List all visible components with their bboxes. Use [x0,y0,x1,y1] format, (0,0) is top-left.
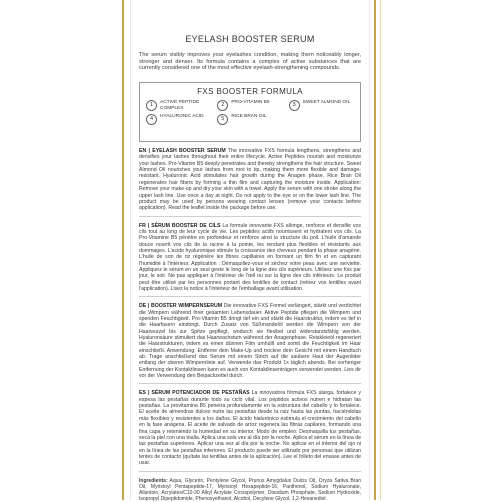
section-lead: FR | SÉRUM BOOSTER DE CILS [139,222,221,229]
section-lead: ES | SÉRUM POTENCIADOR DE PESTAÑAS [139,390,250,397]
gold-border-right-inner [380,0,381,500]
formula-item-label: ACTIVE PEPTIDE COMPLEX [160,100,200,111]
formula-grid [146,100,354,125]
gold-border-right [374,0,376,500]
product-title: EYELASH BOOSTER SERUM [185,34,315,44]
section-divider [139,471,361,472]
section-de [139,303,361,379]
section-body: La innovadora fórmula FXS alarga, fortalece y espesa las pestañas durante todo su ciclo vital. Los péptidos activos nutren e hidratan las pestañas. La provitamina B5 penetra profundamente en la estructura del cabello y lo fortalece. El aceite de almendras dulces nutre las pestañas desde la raíz hasta las puntas, haciéndolas más flexibles y resistentes a los daños. El ácido hialurónico estimula el crecimiento del cabello en la fase anágena. El aceite de salvado de arroz regenera las fibras capilares, formando una fina capa y reteniendo la humedad en su interior. Modo de empleo: Desmaquilla tus pestañas, seca la piel con una toalla. Aplica una sola vez al día por la noche. Aplica el sérum en la línea de las pestañas superiores. Aplicar una vez al día por la noche. No aplicar en el interior del ojo ni en la línea de las pestañas inferiores. El producto puede ser utilizado por personas que utilizan lentes de contacto (quítate las lentillas antes de la aplicación). Lee el folleto del envase antes de usar. [139,390,361,467]
intro-text: The serum visibly improves your eyelashes condition, making them noticeably longer, stronger and denser. Its formula contains a complex of active substances that are currently considered one of the most effective eyelash-strengthening compounds. [139,52,361,72]
number-badge: 5 [217,114,228,125]
ingredients-body: Aqua, Glycerin, Pentylene Glycol, Prunus Amygdalus Dulcis Oil, Oryza Sativa Bran Oil, Myristoyl Pentapeptide-17, Myristoyl Hexapeptide-16, Panthenol, Sodium Hyaluronate, Allantoin, Acrylates/C10-30 Alkyl Acrylate Crosspolymer, Disodium Phosphate, Sodium Hydroxide, Isopropyl Dipeptidomide, Phenoxyethanol, Alcohol, Decylene Glycol, 1,2-Hexanediol. [139,477,361,502]
number-badge: 3 [289,100,300,111]
section-fr [139,223,361,293]
number-badge: 2 [217,100,228,111]
formula-item [146,114,211,125]
number-badge: 4 [146,114,157,125]
ingredients-lead: Ingredients: [139,477,168,484]
formula-item-label: SWEET ALMOND OIL [302,100,351,106]
formula-item [217,100,282,111]
ingredients-list [139,478,361,502]
section-es [139,390,361,466]
formula-item [289,100,354,111]
section-en [139,148,361,211]
number-badge: 1 [146,100,157,111]
section-lead: EN | EYELASH BOOSTER SERUM [139,148,226,155]
formula-item-label: RICE BRAN OIL [231,114,267,120]
section-divider [139,216,361,217]
section-body: The innovative FXS formula lengthens, strengthens and densifies your lashes throughout their entire lifecycle. Active Peptides nourish and moisturize your lashes. Pro-Vitamin B5 deeply penetrates and thereby strengthens the hair structure. Sweet Almond Oil nourishes your lashes from root to tip, making them more flexible and damage-resistant. Hyaluronic Acid stimulates hair growth during the Anagen phase. Rice Bran Oil regenerates hair fibers by forming a thin film and capturing the moisture inside. Application: Remove your make-up and dry your skin with a towel. Apply the serum with one stroke along the upper lash line. Use once a day at night. Do not apply to the eye or on the lower lash line. The product may be used by persons wearing contact lenses (remove your contacts before application). Read the leaflet inside the package before use. [139,148,361,212]
section-body: Die innovative FXS Formel verlängert, stärkt und verdichtet die Wimpern während ihrer gesamten Lebensdauer. Aktive Peptide pflegen die Wimpern und spenden Feuchtigkeit. Pro-Vitamin B5 dringt tief ein und stärkt die Haarstruktur, indem es tief in die Haarfasern eindringt. Durch Zusatz von Süßmandelöl werden die Wimpern von der Haarwurzel bis zur Spitze gepflegt, wodurch sie flexibel und widerstandsfähig werden. Hyaluronsäure stimuliert das Haarwachstum während der Anagenphase. Reiskleieöl regeneriert die Haarstrukturen, indem es einen dünnen Film umhüllt und somit die Feuchtigkeit im Haar einschließt. Anwendung: Entferne dein Make-Up und trockne dein Gesicht mit einem Handtuch ab. Trage anschließend das Serum mit einem Strich auf die saubere Haut der Augenlider entlang der oberen Wimpernlinie auf. Verwende das Produkt 1x täglich abends. Bei vorheriger Entfernung der Kontaktlinsen kann es auch von Kontaktlinsenträgern verwendet werden. Lies dir vor der Verwendung den Beipackzettel durch. [139,303,361,380]
section-body: La formule innovante FXS allonge, renforce et densifie vos cils tout au long de leur cycle de vie. Les peptides actifs nourrissent et hydratent vos cils. La Pro-Vitamine B5 pénètre en profondeur et renforce ainsi la structure du poil. L'huile d'amande douce nourrit vos cils de la racine à la pointe, les rendant plus flexibles et résistants aux dommages. L'acide hyaluronique stimule la croissance des cheveux pendant la phase anagène. L'huile de son de riz régénère les fibres capillaires en formant un film fin et en capturant l'humidité à l'intérieur. Application : Démaquillez-vous et séchez votre peau avec une serviette. Appliquez le sérum en un seul geste le long de la ligne des cils supérieurs. Utilisez une fois par jour, le soir. Ne pas appliquer à l'intérieur de l'œil ou sur la ligne des cils inférieurs. Le produit peut être utilisé par les personnes portant des lentilles de contact (retirez vos lentilles avant l'application). Lisez la notice à l'intérieur de l'emballage avant utilisation. [139,222,361,292]
section-lead: DE | BOOSTER WIMPERNSERUM [139,303,223,310]
formula-item [146,100,211,111]
formula-title: FXS BOOSTER FORMULA [197,87,303,97]
formula-item [217,114,282,125]
leaflet-sheet [130,0,370,500]
gold-border-left [122,0,124,500]
formula-item-label: HYALURONIC ACID [160,114,204,120]
formula-item-label: PRO-VITAMIN B5 [231,100,270,106]
leaflet-content [139,0,361,500]
section-divider [139,383,361,384]
formula-box [139,82,361,142]
section-divider [139,296,361,297]
